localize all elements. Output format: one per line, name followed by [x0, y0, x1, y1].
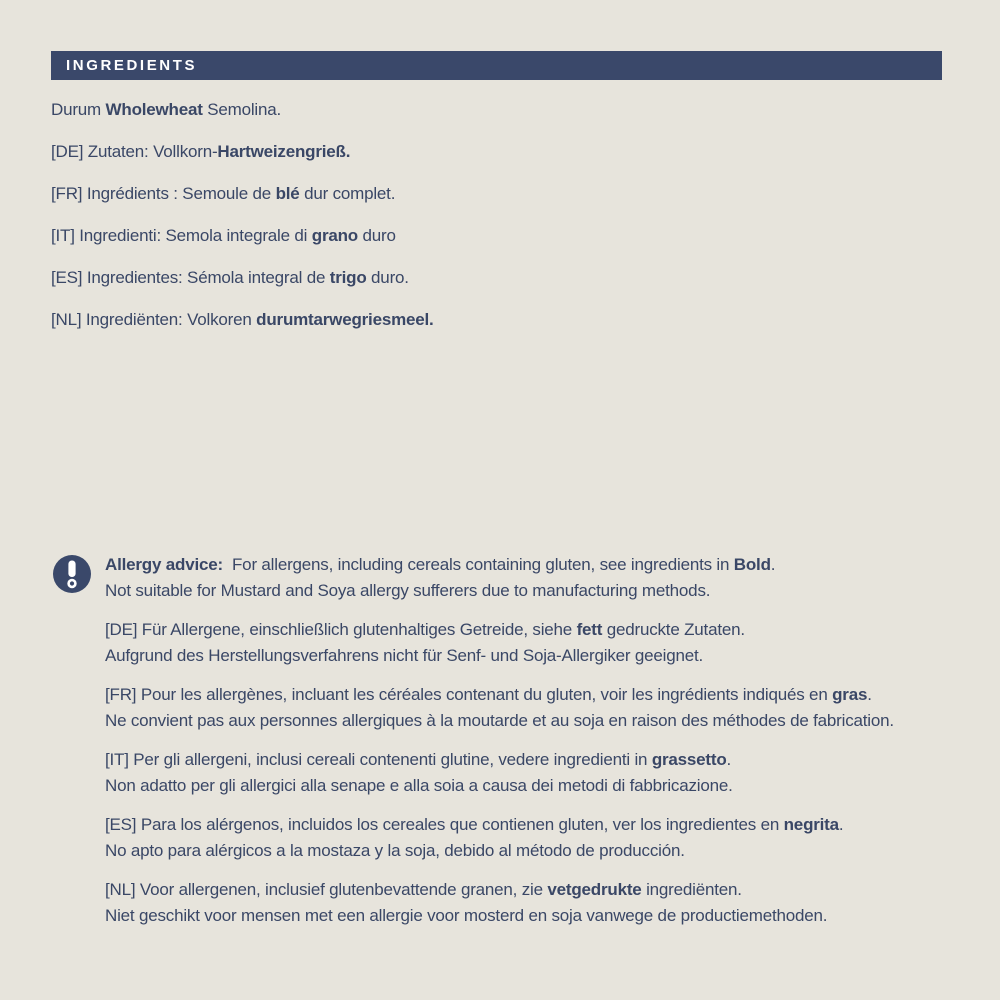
allergy-paragraph-line: [DE] Für Allergene, einschließlich glutenhaltiges Getreide, siehe fett gedruckte Zutaten. — [105, 620, 745, 639]
ingredient-line: [DE] Zutaten: Vollkorn-Hartweizengrieß. — [51, 142, 351, 161]
allergy-paragraph-line: Ne convient pas aux personnes allergiques à la moutarde et au soja en raison des méthodes de fabrication. — [105, 711, 894, 730]
allergy-paragraph-line: [NL] Voor allergenen, inclusief glutenbevattende granen, zie vetgedrukte ingrediënten. — [105, 880, 742, 899]
alert-exclamation-circle-icon — [52, 554, 92, 594]
ingredient-line: [FR] Ingrédients : Semoule de blé dur complet. — [51, 184, 396, 203]
allergy-advice-section — [52, 552, 958, 942]
allergy-paragraph-line: [ES] Para los alérgenos, incluidos los cereales que contienen gluten, ver los ingredientes en negrita. — [105, 815, 844, 834]
allergy-paragraph-line: Niet geschikt voor mensen met een allergie voor mosterd en soja vanwege de productiemethoden. — [105, 906, 828, 925]
allergy-paragraph-line: Aufgrund des Herstellungsverfahrens nicht für Senf- und Soja-Allergiker geeignet. — [105, 646, 704, 665]
ingredient-line: [IT] Ingredienti: Semola integrale di grano duro — [51, 226, 396, 245]
ingredient-line: Durum Wholewheat Semolina. — [51, 100, 282, 119]
allergy-paragraph — [105, 877, 958, 929]
allergy-paragraph-line: Not suitable for Mustard and Soya allergy sufferers due to manufacturing methods. — [105, 581, 711, 600]
allergy-paragraph-line: Allergy advice: For allergens, including cereals containing gluten, see ingredients in Bold. — [105, 555, 776, 574]
allergy-paragraph — [105, 747, 958, 799]
ingredients-list — [51, 100, 951, 352]
allergy-paragraph-line: [FR] Pour les allergènes, incluant les céréales contenant du gluten, voir les ingrédients indiqués en gras. — [105, 685, 872, 704]
allergy-paragraph-line: No apto para alérgicos a la mostaza y la soja, debido al método de producción. — [105, 841, 685, 860]
allergy-paragraph-line: [IT] Per gli allergeni, inclusi cereali contenenti glutine, vedere ingredienti in grassetto. — [105, 750, 732, 769]
ingredients-header-title: INGREDIENTS — [66, 57, 198, 74]
ingredient-line: [ES] Ingredientes: Sémola integral de trigo duro. — [51, 268, 409, 287]
allergy-paragraph-line: Non adatto per gli allergici alla senape e alla soia a causa dei metodi di fabbricazione. — [105, 776, 733, 795]
allergy-paragraph — [105, 617, 958, 669]
allergy-paragraphs — [105, 552, 958, 942]
allergy-paragraph — [105, 682, 958, 734]
allergy-paragraph — [105, 552, 958, 604]
ingredient-line: [NL] Ingrediënten: Volkoren durumtarwegriesmeel. — [51, 310, 434, 329]
ingredients-header-bar — [51, 51, 942, 80]
allergy-paragraph — [105, 812, 958, 864]
